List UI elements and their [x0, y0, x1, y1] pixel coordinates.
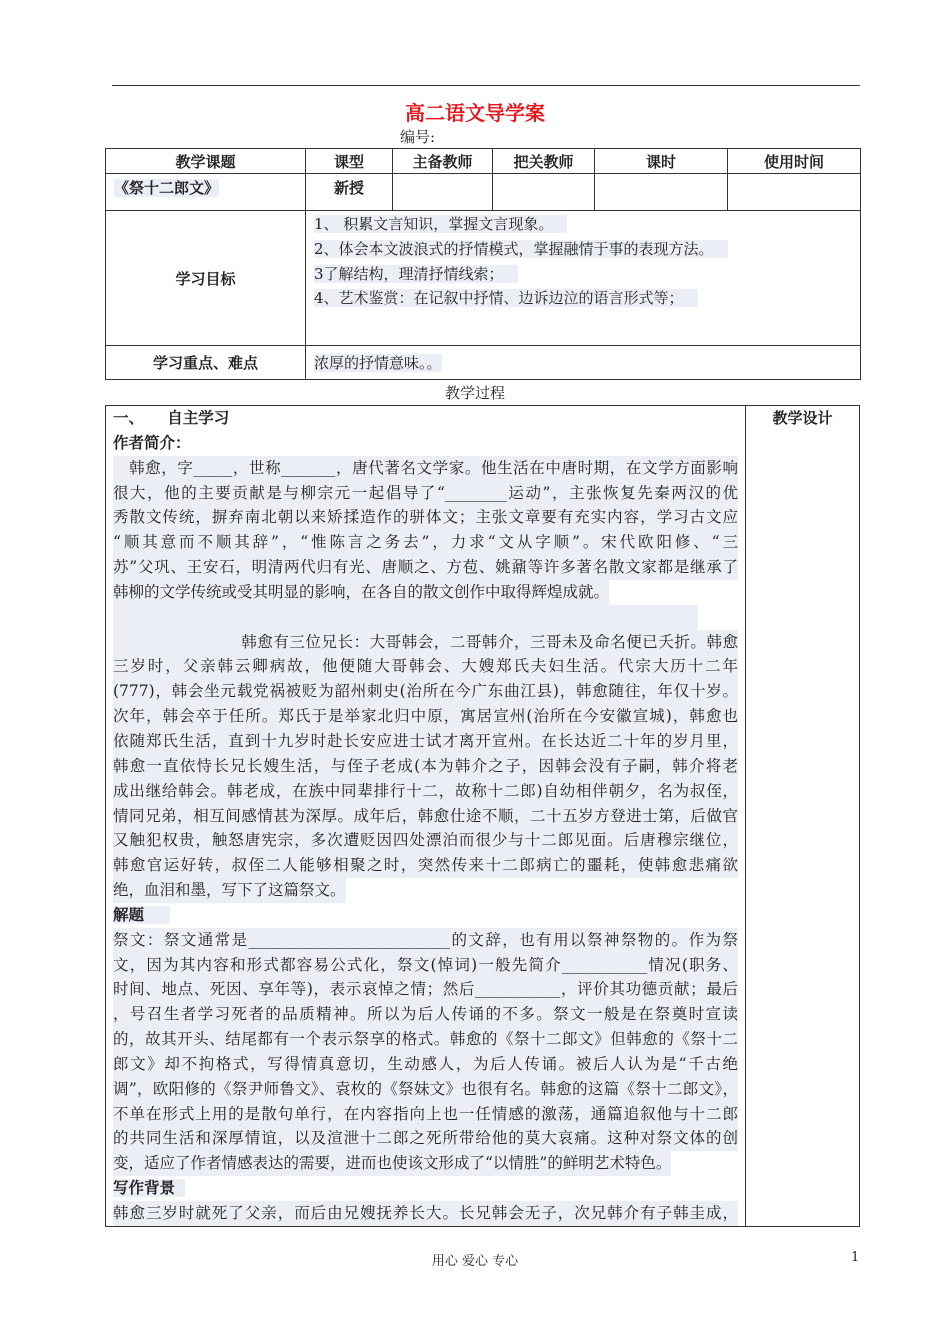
type-value: 新授: [306, 174, 393, 211]
paragraph-line: 韩愈，字_____，世称_______，唐代著名文学家。他生活在中唐时期，在文学方面影响: [113, 456, 738, 481]
paragraph-line: “顺其意而不顺其辞”，“惟陈言之务去”，力求“文从字顺”。宋代欧阳修、“三: [113, 530, 738, 555]
jieti-heading: 解题: [113, 906, 170, 924]
period-value: [595, 174, 728, 211]
goals-label: 学习目标: [106, 211, 306, 346]
goals-cell: [306, 211, 861, 346]
paragraph-line: 又触犯权贵，触怒唐宪宗，多次遭贬因四处漂泊而很少与十二郎见面。后唐穆宗继位，: [113, 828, 738, 853]
topic-value: 《祭十二郎文》: [114, 179, 220, 197]
header-period: 课时: [595, 149, 728, 174]
paragraph-line: 依随郑氏生活，直到十九岁时赴长安应进士试才离开宣州。在长达近二十年的岁月里，: [113, 729, 738, 754]
process-label: 教学过程: [444, 384, 505, 402]
goal-item: 2、体会本文波浪式的抒情模式，掌握融情于事的表现方法。: [314, 240, 728, 258]
paragraph-line: 情同兄弟，相互间感情甚为深厚。成年后，韩愈仕途不顺，二十五岁方登进士第，后做官: [113, 804, 738, 829]
blank-line: [113, 605, 698, 630]
info-table: [105, 148, 861, 380]
paragraph-line: 韩柳的文学传统或受其明显的影响，在各自的散文创作中取得辉煌成就。: [113, 580, 609, 605]
header-type: 课型: [306, 149, 393, 174]
date-value: [728, 174, 861, 211]
design-column-label: 教学设计: [772, 409, 833, 427]
paragraph-line: 祭文：祭文通常是__________________________的文辞，也有用以祭神祭物的。作为祭: [113, 928, 738, 953]
paragraph-line: 调”，欧阳修的《祭尹师鲁文》、袁枚的《祭妹文》也很有名。韩愈的这篇《祭十二郎文》，: [113, 1077, 738, 1102]
paragraph-line: 郎文》却不拘格式，写得情真意切，生动感人，为后人传诵。被后人认为是“千古绝: [113, 1052, 738, 1077]
header-date: 使用时间: [728, 149, 861, 174]
page-number: 1: [851, 1250, 860, 1265]
goal-item: 1、 积累文言知识，掌握文言现象。: [314, 215, 567, 233]
paragraph-line: 的，故其开头、结尾都有一个表示祭享的格式。韩愈的《祭十二郎文》但韩愈的《祭十二: [113, 1027, 738, 1052]
background-heading: 写作背景: [113, 1179, 185, 1197]
header-review-teacher: 把关教师: [493, 149, 595, 174]
page-title: 高二语文导学案: [405, 101, 545, 125]
paragraph-line: 时间、地点、死因、享年等)，表示哀悼之情；然后___________，评价其功德贡献；最后: [113, 977, 738, 1002]
header-topic: 教学课题: [106, 149, 306, 174]
paragraph-line: 苏”父巩、王安石，明清两代归有光、唐顺之、方苞、姚鼐等许多著名散文家都是继承了: [113, 555, 738, 580]
footer-text: 用心 爱心 专心: [431, 1254, 519, 1269]
key-points-value: 浓厚的抒情意味。。: [314, 354, 442, 372]
process-content: [113, 406, 738, 1226]
author-heading: 作者简介：: [113, 433, 191, 452]
header-lead-teacher: 主备教师: [393, 149, 493, 174]
column-divider: [745, 405, 746, 1227]
paragraph-line: 绝，血泪和墨，写下了这篇祭文。: [113, 878, 346, 903]
paragraph-line: 文，因为其内容和形式都容易公式化，祭文(悼词)一般先简介___________情况(职务、: [113, 953, 738, 978]
paragraph-line: 韩愈一直依恃长兄长嫂生活，与侄子老成(本为韩介之子，因韩会没有子嗣，韩介将老: [113, 754, 738, 779]
goal-item: 3了解结构，理清抒情线索；: [314, 265, 518, 283]
paragraph-line: 变，适应了作者情感表达的需要，进而也使该文形成了“以情胜”的鲜明艺术特色。: [113, 1151, 671, 1176]
lead-teacher-value: [393, 174, 493, 211]
goal-item: 4、艺术鉴赏：在记叙中抒情、边诉边泣的语言形式等；: [314, 289, 698, 307]
section-heading: 一、 自主学习: [113, 409, 230, 427]
number-label: 编号:: [400, 128, 436, 146]
header-rule: [112, 85, 860, 86]
paragraph-line: 很大，他的主要贡献是与柳宗元一起倡导了“________运动”，主张恢复先秦两汉的优: [113, 481, 738, 506]
paragraph-line: 的共同生活和深厚情谊，以及渲泄十二郎之死所带给他的莫大哀痛。这种对祭文体的创: [113, 1126, 738, 1151]
paragraph-line: 韩愈官运好转，叔侄二人能够相聚之时，突然传来十二郎病亡的噩耗，使韩愈悲痛欲: [113, 853, 738, 878]
paragraph-line: 次年，韩会卒于任所。郑氏于是举家北归中原，寓居宣州(治所在今安徽宣城)，韩愈也: [113, 704, 738, 729]
paragraph-line: (777)，韩会坐元载党祸被贬为韶州刺史(治所在今广东曲江县)，韩愈随往，年仅十岁。: [113, 679, 738, 704]
paragraph-line: 韩愈三岁时就死了父亲，而后由兄嫂抚养长大。长兄韩会无子，次兄韩介有子韩圭成，: [113, 1201, 738, 1226]
paragraph-line: 秀散文传统，摒弃南北朝以来矫揉造作的骈体文；主张文章要有充实内容，学习古文应: [113, 505, 738, 530]
paragraph-line: 不单在形式上用的是散句单行，在内容指向上也一任情感的激荡，通篇追叙他与十二郎: [113, 1102, 738, 1127]
paragraph-line: 韩愈有三位兄长：大哥韩会，二哥韩介，三哥未及命名便已夭折。韩愈: [113, 630, 738, 655]
paragraph-line: 成出继给韩会。韩老成，在族中同辈排行十二，故称十二郎)自幼相伴朝夕，名为叔侄，: [113, 779, 738, 804]
paragraph-line: 三岁时，父亲韩云卿病故，他便随大哥韩会、大嫂郑氏夫妇生活。代宗大历十二年: [113, 654, 738, 679]
paragraph-line: ，号召生者学习死者的品质精神。所以为后人传诵的不多。祭文一般是在祭奠时宣读: [113, 1002, 738, 1027]
review-teacher-value: [493, 174, 595, 211]
key-points-label: 学习重点、难点: [106, 346, 306, 380]
